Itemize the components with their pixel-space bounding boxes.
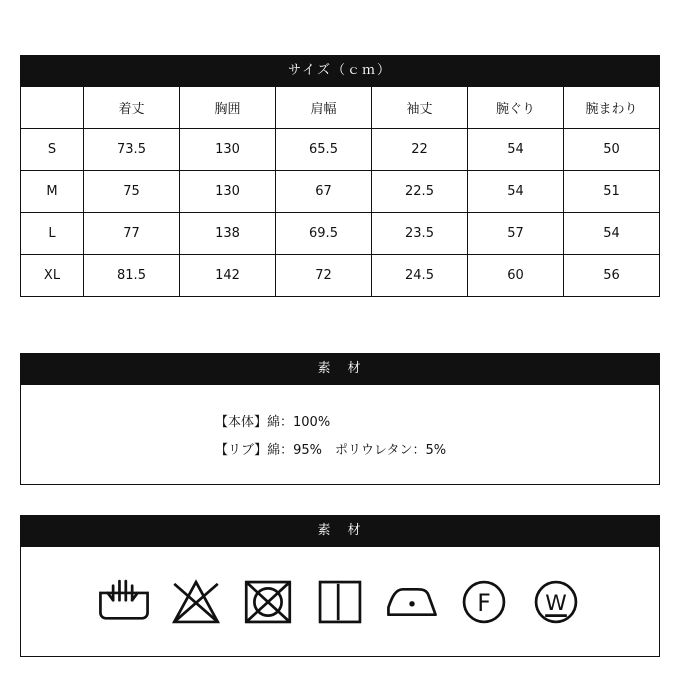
table-row (21, 213, 660, 255)
row-label-l: L (21, 213, 84, 255)
cell-m-length: 75 (84, 171, 180, 213)
cell-s-sleeve: 22 (372, 129, 468, 171)
care-symbols-body (20, 547, 660, 657)
cell-l-armhole: 57 (468, 213, 564, 255)
dry-clean-f-icon (455, 573, 513, 631)
cell-s-chest: 130 (180, 129, 276, 171)
wet-clean-w-icon (527, 573, 585, 631)
svg-text:F: F (477, 588, 491, 617)
cell-l-sleeve: 23.5 (372, 213, 468, 255)
no-bleach-icon (167, 573, 225, 631)
cell-xl-sleeve: 24.5 (372, 255, 468, 297)
cell-xl-length: 81.5 (84, 255, 180, 297)
cell-xl-arm-circumference: 56 (564, 255, 660, 297)
table-row (21, 129, 660, 171)
cell-s-shoulder: 65.5 (276, 129, 372, 171)
material-title: 素 材 (20, 353, 660, 385)
material-line-body (21, 411, 659, 430)
material-line-body-text: 【本体】綿：100% (215, 415, 331, 430)
size-table-title: サイズ（ｃｍ） (20, 55, 660, 87)
size-table (20, 87, 660, 297)
material-line-rib-text: 【リブ】綿：95% ポリウレタン：5% (215, 443, 447, 458)
care-symbols-block (20, 515, 660, 657)
cell-m-sleeve: 22.5 (372, 171, 468, 213)
table-row (21, 255, 660, 297)
material-block (20, 353, 660, 485)
cell-l-arm-circumference: 54 (564, 213, 660, 255)
cell-xl-chest: 142 (180, 255, 276, 297)
hand-wash-icon (95, 573, 153, 631)
cell-m-armhole: 54 (468, 171, 564, 213)
cell-s-length: 73.5 (84, 129, 180, 171)
drip-dry-line-icon (311, 573, 369, 631)
cell-m-arm-circumference: 51 (564, 171, 660, 213)
cell-l-length: 77 (84, 213, 180, 255)
row-label-s: S (21, 129, 84, 171)
column-header-shoulder: 肩幅 (276, 87, 372, 129)
cell-l-chest: 138 (180, 213, 276, 255)
row-label-xl: XL (21, 255, 84, 297)
cell-xl-armhole: 60 (468, 255, 564, 297)
cell-xl-shoulder: 72 (276, 255, 372, 297)
column-header-arm-circumference: 腕まわり (564, 87, 660, 129)
material-body (20, 385, 660, 485)
iron-low-icon (383, 573, 441, 631)
size-table-block (20, 55, 660, 297)
table-row (21, 171, 660, 213)
cell-m-shoulder: 67 (276, 171, 372, 213)
row-label-m: M (21, 171, 84, 213)
care-symbols-title: 素 材 (20, 515, 660, 547)
cell-l-shoulder: 69.5 (276, 213, 372, 255)
cell-s-armhole: 54 (468, 129, 564, 171)
material-line-rib (21, 439, 659, 458)
column-header-sleeve: 袖丈 (372, 87, 468, 129)
table-header-row (21, 87, 660, 129)
cell-s-arm-circumference: 50 (564, 129, 660, 171)
column-header-blank (21, 87, 84, 129)
column-header-length: 着丈 (84, 87, 180, 129)
column-header-chest: 胸囲 (180, 87, 276, 129)
cell-m-chest: 130 (180, 171, 276, 213)
column-header-armhole: 腕ぐり (468, 87, 564, 129)
svg-text:W: W (545, 590, 567, 616)
no-tumble-dry-icon (239, 573, 297, 631)
